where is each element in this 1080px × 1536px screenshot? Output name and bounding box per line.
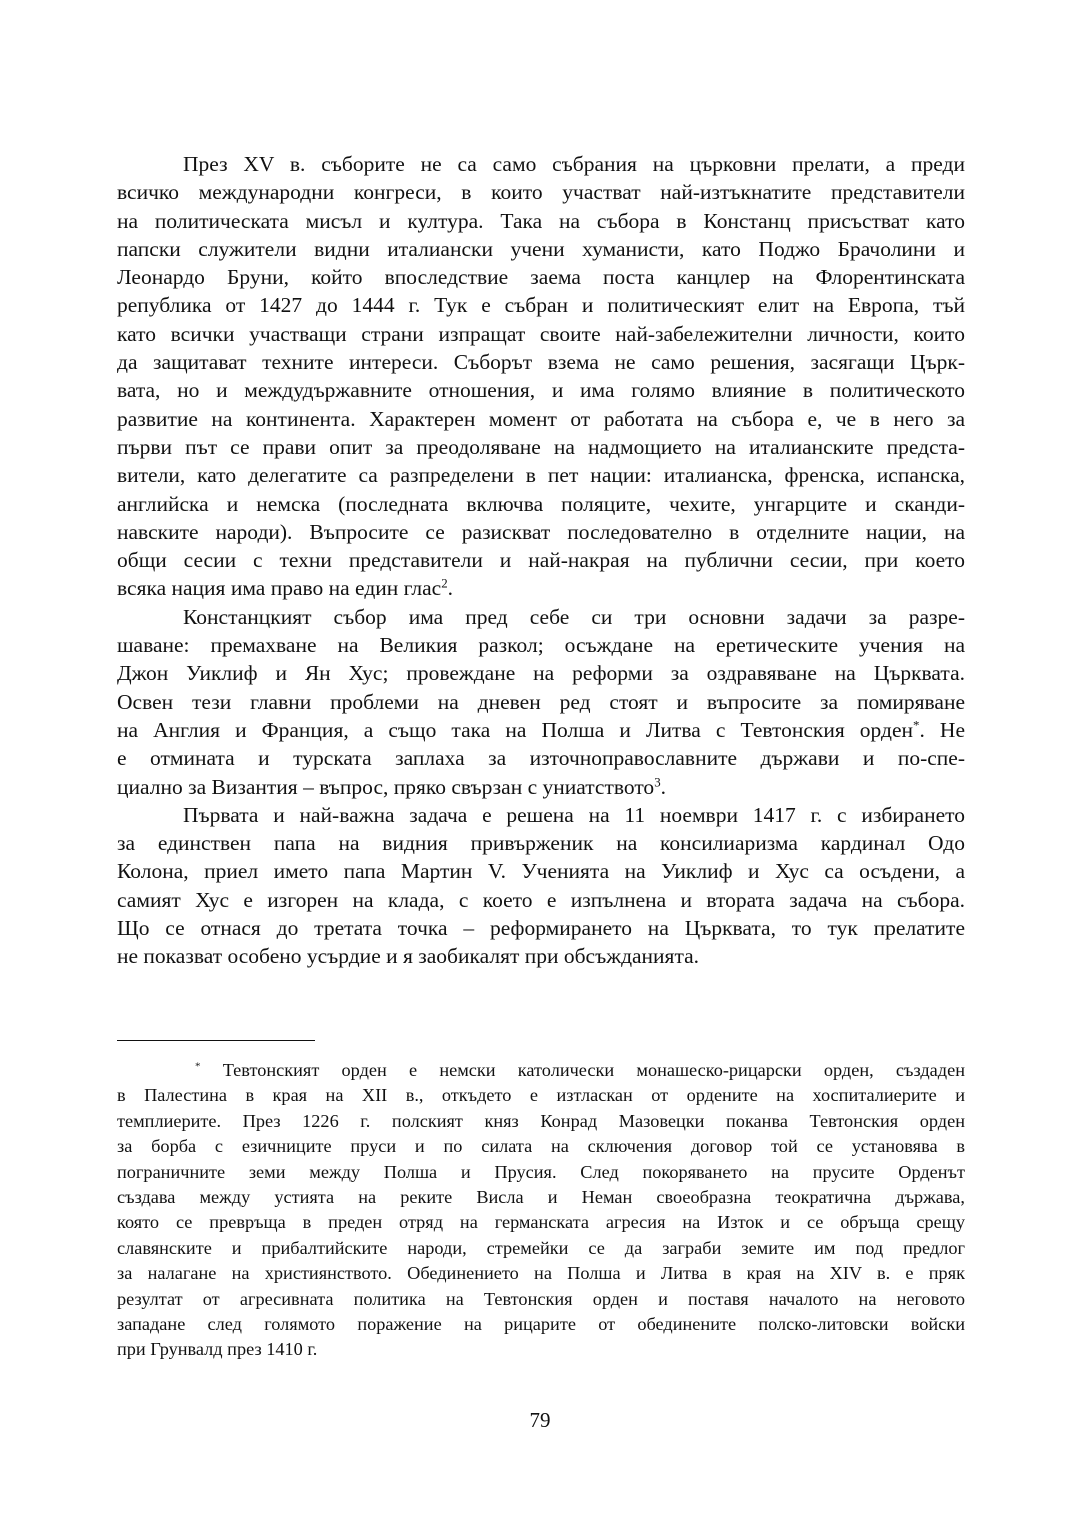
footnote-line: резултат от агресивната политика на Тевтонския орден и поставя началото на неговото [117, 1288, 965, 1309]
text-segment: Тевтонският орден е немски католически монашеско-рицарски орден, създаден [200, 1060, 965, 1080]
footnote-marker: * [195, 1060, 201, 1073]
text-line: да защитават техните интереси. Съборът взема не само решения, засягащи Църк- [117, 350, 965, 375]
text-line [117, 574, 965, 602]
text-line: Констанцкият събор има пред себе си три основни задачи за разре- [183, 604, 965, 629]
text-line: република от 1427 до 1444 г. Тук е събран и политическият елит на Европа, тъй [117, 293, 965, 318]
text-line: е отмината и турската заплаха за източноправославните държави и по-спе- [117, 746, 965, 771]
footnote [117, 1058, 965, 1363]
footnote-line [117, 1058, 965, 1083]
text-segment: всяка нация има право на един глас [117, 576, 442, 601]
text-line: Колона, приел името папа Мартин V. Ученията на Уиклиф и Хус са осъдени, а [117, 859, 965, 884]
main-text [117, 150, 965, 971]
text-line: шаване: премахване на Великия разкол; осъждане на еретическите учения на [117, 633, 965, 658]
page-number: 79 [529, 1408, 551, 1432]
footnote-line: пограничните земи между Полша и Прусия. След покоряването на прусите Орденът [117, 1161, 965, 1182]
text-line: През XV в. съборите не са само събрания на църковни прелати, а преди [183, 152, 965, 176]
footnote-line: при Грунвалд през 1410 г. [117, 1339, 318, 1360]
text-line: за единствен папа на видния привърженик на консилиаризма кардинал Одо [117, 831, 965, 856]
text-line: вители, като делегатите са разпределени в пет нации: италианска, френска, испанска, [117, 463, 965, 488]
text-segment: . [447, 576, 454, 601]
text-line: самият Хус е изгорен на клада, с което е изпълнена и втората задача на събора. [117, 887, 965, 912]
footnote-marker: 2 [441, 576, 448, 591]
text-segment: циално за Византия – въпрос, пряко свързан с униатството [117, 774, 655, 799]
text-segment: . Не [919, 717, 965, 742]
text-segment: на Англия и Франция, а също така на Полша и Литва с Тевтонския орден [117, 717, 914, 742]
footnote-marker: 3 [654, 774, 661, 789]
text-line: развитие на континента. Характерен момент от работата на събора е, че в него за [117, 406, 965, 431]
footnote-separator [117, 1040, 315, 1041]
footnote-line: славянските и прибалтийските народи, стремейки се да заграби земите им под предлог [117, 1237, 965, 1258]
text-line: всичко международни конгреси, в които участват най-изтъкнатите представители [117, 180, 965, 205]
text-line: Що се отнася до третата точка – реформирането на Църквата, то тук прелатите [117, 916, 965, 941]
footnote-line: създава между устията на реките Висла и Неман своеобразна теократична държава, [117, 1186, 965, 1207]
text-line: английска и немска (последната включва поляците, чехите, унгарците и сканди- [117, 491, 965, 516]
text-line: като всички участващи страни изпращат своите най-забележителни личности, които [117, 321, 965, 346]
text-line [117, 773, 965, 801]
footnote-marker: * [913, 718, 920, 733]
text-line: общи сесии с техни представители и най-накрая на публични сесии, при което [117, 548, 965, 573]
text-line: не показват особено усърдие и я заобикалят при обсъжданията. [117, 944, 700, 969]
text-line: първи път се прави опит за преодоляване на надмощието на италианските предста- [117, 434, 965, 459]
text-line: навските народи). Въпросите се разискват последователно в отделните нации, на [117, 519, 965, 544]
footnote-line: за налагане на християнството. Обединението на Полша и Литва в края на XIV в. е пряк [117, 1263, 965, 1284]
footnote-line: която се превръща в преден отряд на германската агресия на Изток и се обръща срещу [117, 1212, 965, 1233]
text-line: папски служители видни италиански учени хуманисти, като Поджо Брачолини и [117, 236, 965, 261]
text-segment: . [660, 774, 667, 799]
text-line: на политическата мисъл и култура. Така на събора в Констанц присъстват като [117, 208, 965, 233]
text-line: Леонардо Бруни, който впоследствие заема поста канцлер на Флорентинската [117, 265, 965, 290]
text-line: Освен тези главни проблеми на дневен ред стоят и въпросите за помиряване [117, 689, 965, 714]
footnote-line: темплиерите. През 1226 г. полският княз Конрад Мазовецки поканва Тевтонския орден [117, 1110, 965, 1131]
text-line: Джон Уиклиф и Ян Хус; провеждане на реформи за оздравяване на Църквата. [117, 661, 965, 686]
text-line: Първата и най-важна задача е решена на 11 ноември 1417 г. с избирането [183, 802, 965, 827]
footnote-line: западане след голямото поражение на рицарите от обединените полско-литовски войски [117, 1313, 965, 1334]
footnote-line: за борба с езичниците пруси и по силата на сключения договор той се установява в [117, 1136, 965, 1157]
footnote-line: в Палестина в края на XII в., откъдето е изтласкан от ордените на хоспиталиерите и [117, 1085, 965, 1106]
text-line: вата, но и междудържавните отношения, и има голямо влияние в политическото [117, 378, 965, 403]
text-line [117, 716, 965, 744]
